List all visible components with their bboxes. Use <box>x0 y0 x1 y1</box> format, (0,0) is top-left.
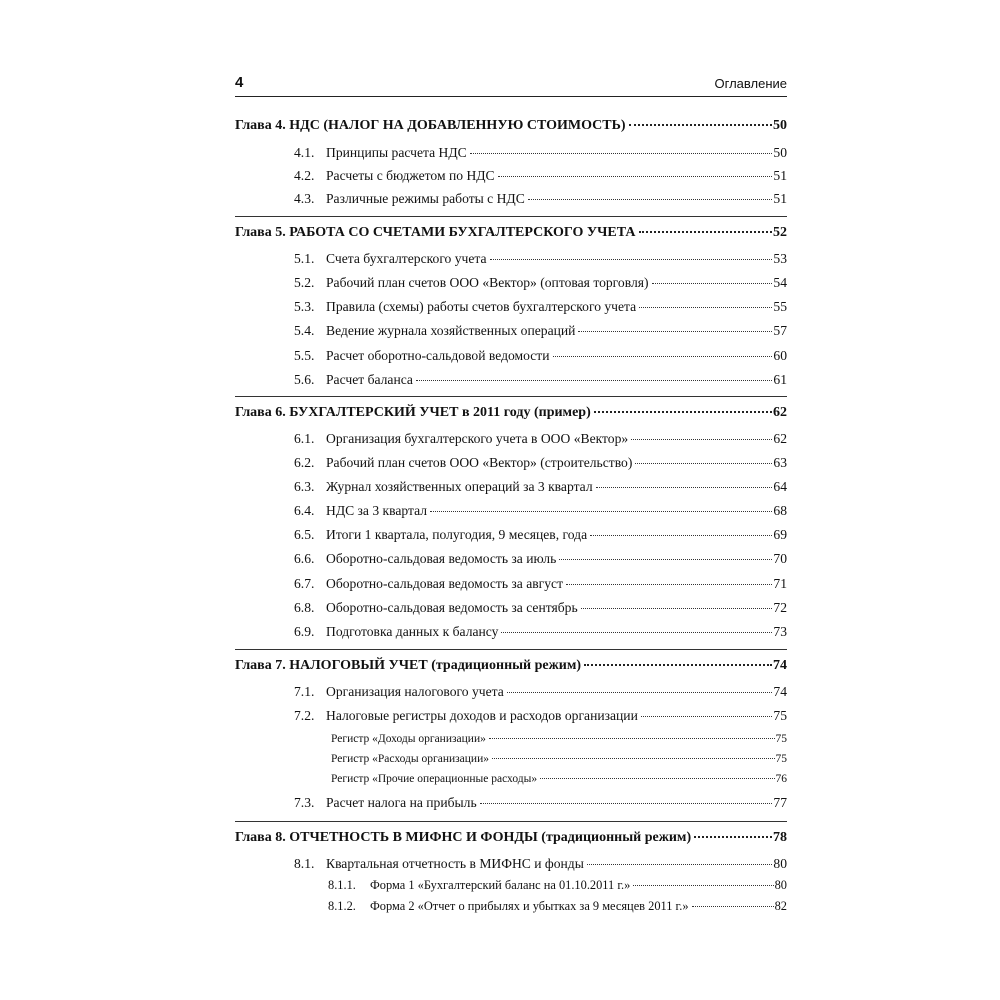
dot-leader <box>581 608 773 609</box>
section-title: Рабочий план счетов ООО «Вектор» (оптовая торговля) <box>326 275 649 290</box>
chapter-page: 78 <box>773 830 787 845</box>
section-page: 63 <box>773 455 787 470</box>
section-number: 8.1. <box>294 856 315 871</box>
section-number: 5.4. <box>294 323 315 338</box>
section-number: 7.1. <box>294 684 315 699</box>
chapter-divider <box>235 396 787 397</box>
toc-section[interactable] <box>294 479 787 495</box>
section-number: 6.2. <box>294 455 315 470</box>
chapter-divider <box>235 216 787 217</box>
section-number: 6.5. <box>294 527 315 542</box>
dot-leader <box>489 738 775 739</box>
toc-section[interactable] <box>294 299 787 315</box>
section-title: Подготовка данных к балансу <box>326 624 499 639</box>
section-title: Оборотно-сальдовая ведомость за август <box>326 576 564 591</box>
section-title: Расчеты с бюджетом по НДС <box>326 168 495 183</box>
section-page: 80 <box>773 856 787 871</box>
dot-leader <box>566 584 772 585</box>
register-title: Регистр «Доходы организации» <box>331 733 486 745</box>
chapter-title: Глава 7. НАЛОГОВЫЙ УЧЕТ <box>235 658 428 673</box>
dot-leader <box>631 439 772 440</box>
dot-leader <box>480 803 773 804</box>
toc-section[interactable] <box>294 431 787 447</box>
chapter-divider <box>235 649 787 650</box>
section-page: 74 <box>773 684 787 699</box>
toc-chapter-7[interactable] <box>235 658 787 674</box>
dot-leader <box>639 307 772 308</box>
section-page: 77 <box>773 795 787 810</box>
toc-section[interactable] <box>294 145 787 161</box>
toc-section[interactable] <box>294 251 787 267</box>
dot-leader <box>490 259 773 260</box>
page-number: 4 <box>235 74 244 91</box>
section-title: Различные режимы работы с НДС <box>326 191 525 206</box>
dot-leader <box>470 153 773 154</box>
toc-section[interactable] <box>294 168 787 184</box>
chapter-title: Глава 4. НДС (НАЛОГ НА ДОБАВЛЕННУЮ СТОИМОСТЬ) <box>235 118 626 133</box>
toc-chapter-5[interactable] <box>235 225 787 241</box>
dot-leader <box>559 559 772 560</box>
dot-leader <box>652 283 773 284</box>
register-page: 75 <box>775 753 787 765</box>
dot-leader <box>507 692 773 693</box>
chapter-title: Глава 5. РАБОТА СО СЧЕТАМИ БУХГАЛТЕРСКОГО УЧЕТА <box>235 225 636 240</box>
running-header <box>235 74 787 97</box>
toc-section[interactable] <box>294 795 787 811</box>
section-title: Правила (схемы) работы счетов бухгалтерского учета <box>326 299 637 314</box>
dot-leader <box>553 356 773 357</box>
section-number: 5.1. <box>294 251 315 266</box>
section-number: 6.1. <box>294 431 315 446</box>
toc-chapter-8[interactable] <box>235 830 787 846</box>
dot-leader <box>587 864 773 865</box>
section-number: 5.2. <box>294 275 315 290</box>
section-page: 69 <box>773 527 787 542</box>
subsection-page: 82 <box>774 899 787 913</box>
section-page: 51 <box>773 168 787 183</box>
chapter-page: 74 <box>773 658 787 673</box>
section-title: Журнал хозяйственных операций за 3 квартал <box>326 479 593 494</box>
section-title: Расчет баланса <box>326 372 413 387</box>
section-page: 70 <box>773 551 787 566</box>
toc-section[interactable] <box>294 455 787 471</box>
section-page: 73 <box>773 624 787 639</box>
section-title: Рабочий план счетов ООО «Вектор» (строительство) <box>326 455 633 470</box>
chapter-subtitle: (традиционный режим) <box>431 658 582 673</box>
section-page: 71 <box>773 576 787 591</box>
section-title: Организация налогового учета <box>326 684 504 699</box>
section-title: Расчет налога на прибыль <box>326 795 477 810</box>
section-page: 55 <box>773 299 787 314</box>
section-page: 57 <box>773 323 787 338</box>
section-page: 75 <box>773 708 787 723</box>
toc-section[interactable] <box>294 323 787 339</box>
toc-section[interactable] <box>294 684 787 700</box>
toc-section[interactable] <box>294 527 787 543</box>
subsection-number: 8.1.1. <box>328 878 356 892</box>
section-title: Квартальная отчетность в МИФНС и фонды <box>326 856 584 871</box>
toc-register[interactable] <box>331 733 787 745</box>
chapter-title: Глава 6. БУХГАЛТЕРСКИЙ УЧЕТ <box>235 405 459 420</box>
section-number: 6.4. <box>294 503 315 518</box>
section-title: Оборотно-сальдовая ведомость за июль <box>326 551 557 566</box>
section-number: 4.1. <box>294 145 315 160</box>
section-number: 4.3. <box>294 191 315 206</box>
section-page: 62 <box>773 431 787 446</box>
section-title: Налоговые регистры доходов и расходов организации <box>326 708 638 723</box>
section-page: 72 <box>773 600 787 615</box>
chapter-divider <box>235 821 787 822</box>
chapter-subtitle: в 2011 году (пример) <box>461 405 591 420</box>
section-page: 61 <box>773 372 787 387</box>
chapter-page: 52 <box>773 225 787 240</box>
running-header-title: Оглавление <box>714 76 787 91</box>
toc-page <box>235 0 787 1000</box>
dot-leader <box>692 906 774 907</box>
section-title: Ведение журнала хозяйственных операций <box>326 323 576 338</box>
section-number: 4.2. <box>294 168 315 183</box>
toc-section[interactable] <box>294 576 787 592</box>
toc-section[interactable] <box>294 503 787 519</box>
chapter-title: Глава 8. ОТЧЕТНОСТЬ В МИФНС И ФОНДЫ <box>235 830 538 845</box>
register-title: Регистр «Расходы организации» <box>331 753 489 765</box>
dot-leader <box>578 331 772 332</box>
toc-chapter-6[interactable] <box>235 405 787 421</box>
section-number: 5.3. <box>294 299 315 314</box>
dot-leader <box>416 380 772 381</box>
dot-leader <box>590 535 772 536</box>
toc-register[interactable] <box>331 773 787 785</box>
section-page: 50 <box>773 145 787 160</box>
dot-leader <box>430 511 772 512</box>
register-page: 75 <box>775 733 787 745</box>
dot-leader <box>641 716 773 717</box>
section-number: 6.7. <box>294 576 315 591</box>
section-page: 51 <box>773 191 787 206</box>
dot-leader <box>501 632 772 633</box>
toc-section[interactable] <box>294 275 787 291</box>
toc-section[interactable] <box>294 708 787 724</box>
register-page: 76 <box>775 773 787 785</box>
subsection-page: 80 <box>774 878 787 892</box>
section-page: 68 <box>773 503 787 518</box>
dot-leader <box>584 664 772 666</box>
section-title: Организация бухгалтерского учета в ООО «Вектор» <box>326 431 629 446</box>
chapter-page: 50 <box>773 118 787 133</box>
subsection-title: Форма 1 «Бухгалтерский баланс на 01.10.2011 г.» <box>370 878 631 892</box>
section-number: 6.9. <box>294 624 315 639</box>
dot-leader <box>492 758 775 759</box>
subsection-title: Форма 2 «Отчет о прибылях и убытках за 9 месяцев 2011 г.» <box>370 899 689 913</box>
dot-leader <box>633 885 773 886</box>
section-number: 7.2. <box>294 708 315 723</box>
dot-leader <box>629 124 772 126</box>
section-title: Расчет оборотно-сальдовой ведомости <box>326 348 550 363</box>
toc-subsection[interactable] <box>328 878 787 893</box>
section-page: 64 <box>773 479 787 494</box>
dot-leader <box>498 176 773 177</box>
register-title: Регистр «Прочие операционные расходы» <box>331 773 538 785</box>
section-page: 53 <box>773 251 787 266</box>
toc-section[interactable] <box>294 856 787 872</box>
dot-leader <box>540 778 774 779</box>
dot-leader <box>694 836 772 838</box>
toc-section[interactable] <box>294 551 787 567</box>
dot-leader <box>594 411 772 413</box>
toc-register[interactable] <box>331 753 787 765</box>
chapter-subtitle: (традиционный режим) <box>541 830 692 845</box>
section-number: 7.3. <box>294 795 315 810</box>
section-number: 5.6. <box>294 372 315 387</box>
section-title: Итоги 1 квартала, полугодия, 9 месяцев, года <box>326 527 588 542</box>
toc-section[interactable] <box>294 372 787 388</box>
section-title: НДС за 3 квартал <box>326 503 428 518</box>
section-title: Принципы расчета НДС <box>326 145 467 160</box>
section-page: 54 <box>773 275 787 290</box>
dot-leader <box>635 463 772 464</box>
dot-leader <box>596 487 773 488</box>
toc-section[interactable] <box>294 348 787 364</box>
toc-chapter-4[interactable] <box>235 118 787 134</box>
toc-section[interactable] <box>294 600 787 616</box>
section-number: 6.6. <box>294 551 315 566</box>
subsection-number: 8.1.2. <box>328 899 356 913</box>
section-title: Счета бухгалтерского учета <box>326 251 487 266</box>
toc-subsection[interactable] <box>328 899 787 914</box>
section-number: 6.8. <box>294 600 315 615</box>
chapter-page: 62 <box>773 405 787 420</box>
dot-leader <box>528 199 773 200</box>
section-number: 6.3. <box>294 479 315 494</box>
toc-section[interactable] <box>294 191 787 207</box>
toc-section[interactable] <box>294 624 787 640</box>
section-number: 5.5. <box>294 348 315 363</box>
dot-leader <box>639 231 772 233</box>
section-title: Оборотно-сальдовая ведомость за сентябрь <box>326 600 578 615</box>
section-page: 60 <box>773 348 787 363</box>
